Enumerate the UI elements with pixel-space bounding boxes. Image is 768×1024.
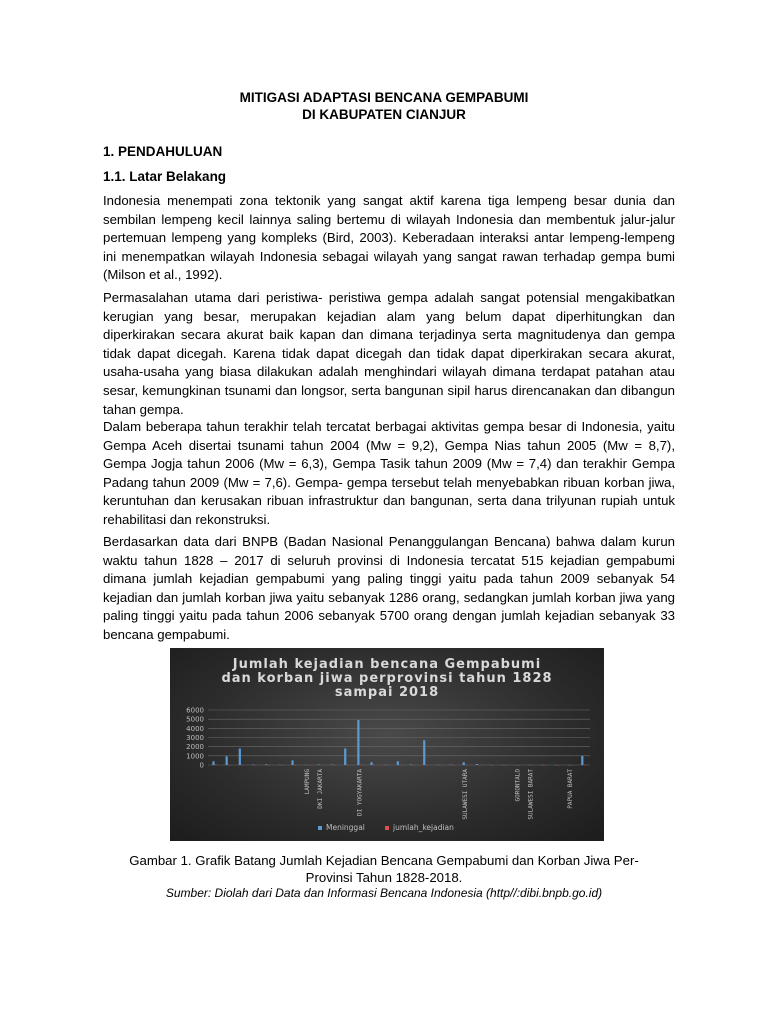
- y-tick-label: 4000: [186, 724, 204, 733]
- y-tick-label: 3000: [186, 734, 204, 742]
- caption-line-2: Provinsi Tahun 1828-2018.: [305, 870, 463, 885]
- x-tick-label: SULAWESI BARAT: [527, 769, 535, 820]
- title-line-2: DI KABUPATEN CIANJUR: [302, 107, 466, 122]
- legend-swatch: [385, 826, 389, 830]
- chart-title-line-2: dan korban jiwa perprovinsi tahun 1828: [221, 671, 553, 686]
- x-tick-label: DKI JAKARTA: [316, 769, 324, 809]
- bar-chart: [170, 648, 604, 841]
- caption-line-1: Gambar 1. Grafik Batang Jumlah Kejadian Bencana Gempabumi dan Korban Jiwa Per-: [129, 853, 639, 868]
- bar-meninggal: [344, 749, 346, 766]
- bar-meninggal: [212, 761, 214, 765]
- x-tick-label: PAPUA BARAT: [567, 769, 575, 809]
- paragraph-4: Berdasarkan data dari BNPB (Badan Nasional Penanggulangan Bencana) bahwa dalam kurun waktu tahun 1828 – 2017 di seluruh provinsi di Indonesia tercatat 515 kejadian gempabumi dimana jumlah kejadian gempabumi yang paling tinggi yaitu pada tahun 2009 sebanyak 54 kejadian dan jumlah korban jiwa yaitu sebanyak 1286 orang, sedangkan jumlah korban jiwa yang paling tinggi yaitu pada tahun 2006 sebanyak 5700 orang dengan jumlah kejadian sebanyak 33 bencana gempabumi.: [103, 534, 675, 642]
- chart-title-line-3: sampai 2018: [334, 685, 440, 700]
- bar-meninggal: [239, 749, 241, 766]
- legend-swatch: [318, 826, 322, 830]
- y-tick-label: 6000: [186, 706, 204, 715]
- title-line-1: MITIGASI ADAPTASI BENCANA GEMPABUMI: [239, 90, 529, 105]
- bar-meninggal: [318, 764, 320, 765]
- legend-label: Meninggal: [326, 823, 365, 832]
- bar-meninggal: [357, 720, 359, 765]
- x-tick-label: LAMPUNG: [303, 769, 311, 795]
- document-title: [0, 89, 768, 123]
- x-tick-label: SULAWESI UTARA: [461, 769, 469, 820]
- bar-meninggal: [423, 740, 425, 765]
- paragraph-1: Indonesia menempati zona tektonik yang sangat aktif karena tiga lempeng besar dunia dan sembilan lempeng kecil lainnya saling bertemu di wilayah Indonesia dan membentuk jalur-jalur pertemuan lempeng yang kompleks (Bird, 2003). Keberadaan interaksi antar lempeng-lempeng ini menempatkan wilayah Indonesia sebagai wilayah yang sangat rawan terhadap gempa bumi (Milson et al., 1992).: [103, 193, 675, 283]
- bar-meninggal: [370, 762, 372, 765]
- bar-meninggal: [581, 756, 583, 765]
- bar-meninggal: [265, 764, 267, 765]
- chart-bars: [212, 720, 586, 765]
- bar-meninggal: [410, 764, 412, 765]
- y-axis: [186, 707, 204, 770]
- x-tick-label: GORONTALO: [514, 769, 522, 802]
- bar-meninggal: [226, 756, 228, 765]
- y-tick-label: 1000: [186, 752, 204, 761]
- figure-source: Sumber: Diolah dari Data dan Informasi Bencana Indonesia (http//:dibi.bnpb.go.id): [165, 886, 603, 900]
- legend-label: jumlah_kejadian: [393, 823, 454, 832]
- bar-meninggal: [291, 760, 293, 765]
- paragraph-2: Permasalahan utama dari peristiwa- peristiwa gempa adalah sangat potensial mengakibatkan kerugian yang besar, merupakan kejadian alam yang belum dapat diperhitungkan dan diperkirakan secara akurat baik kapan dan dimana terjadinya serta magnitudenya dan gempa tidak dapat dicegah. Karena tidak dapat dicegah dan tidak dapat diperkirakan secara akurat, usaha-usaha yang biasa dilakukan adalah menghindari wilayah dimana terdapat patahan atau sesar, kemungkinan tsunami dan longsor, serta bangunan sipil harus direncanakan dan dibangun tahan gempa.: [103, 290, 675, 417]
- figure-caption: [90, 852, 678, 886]
- chart-legend: [318, 823, 454, 832]
- chart-svg: [170, 648, 604, 841]
- paragraph-3: Dalam beberapa tahun terakhir telah tercatat berbagai aktivitas gempa besar di Indonesia, yaitu Gempa Aceh disertai tsunami tahun 2004 (Mw = 9,2), Gempa Nias tahun 2005 (Mw = 8,7), Gempa Jogja tahun 2006 (Mw = 6,3), Gempa Tasik tahun 2009 (Mw = 7,4) dan terakhir Gempa Padang tahun 2009 (Mw = 7,6). Gempa- gempa tersebut telah menyebabkan ribuan korban jiwa, keruntuhan dan kerusakan ribuan infrastruktur dan bangunan, serta dana trilyunan rupiah untuk rehabilitasi dan rekonstruksi.: [103, 419, 675, 527]
- subsection-heading: 1.1. Latar Belakang: [103, 169, 227, 184]
- x-axis-labels: [304, 769, 574, 820]
- y-tick-label: 0: [199, 761, 204, 770]
- chart-title: [221, 657, 552, 700]
- x-tick-label: DI YOGYAKARTA: [356, 769, 364, 816]
- bar-meninggal: [397, 761, 399, 765]
- bar-meninggal: [476, 764, 478, 765]
- y-tick-label: 5000: [186, 715, 204, 724]
- section-heading: 1. PENDAHULUAN: [103, 144, 223, 159]
- bar-meninggal: [463, 762, 465, 765]
- y-tick-label: 2000: [186, 743, 204, 752]
- chart-title-line-1: Jumlah kejadian bencana Gempabumi: [232, 657, 542, 672]
- chart-gridlines: [208, 710, 590, 765]
